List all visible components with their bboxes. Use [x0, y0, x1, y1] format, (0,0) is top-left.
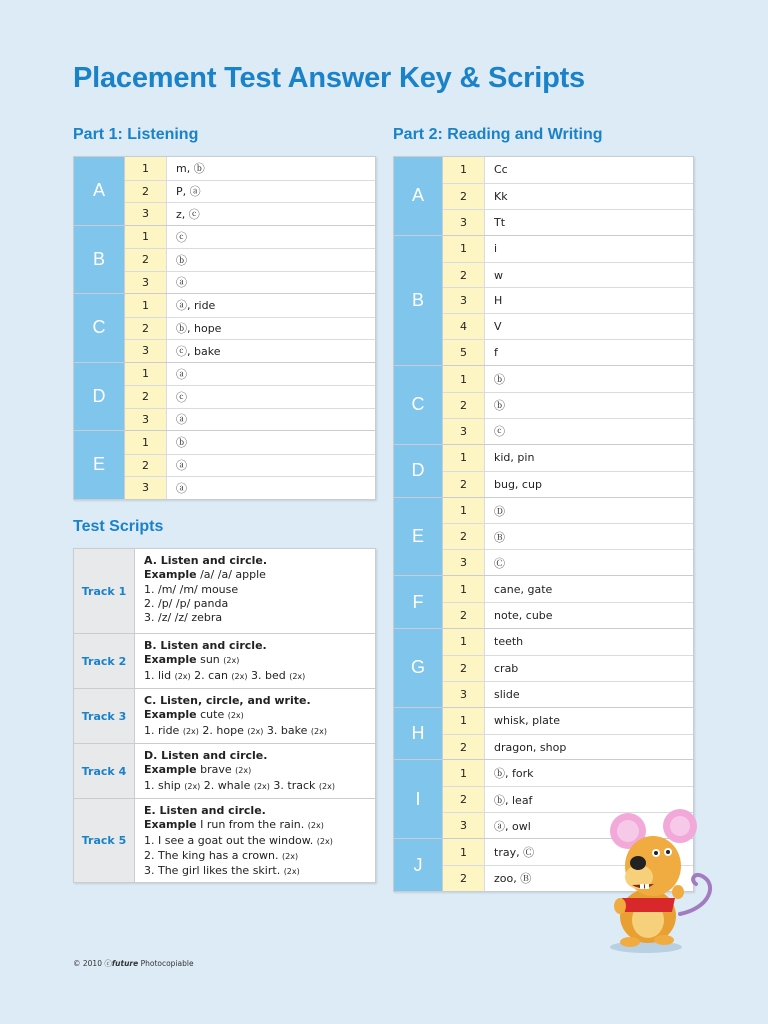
answer-cell: ⓑ, fork: [494, 767, 534, 781]
question-number: 1: [443, 157, 485, 183]
part2-group-c: [394, 365, 693, 444]
question-number: 3: [125, 477, 167, 499]
question-number: 3: [443, 550, 485, 575]
answer-cell: ⓒ: [176, 230, 187, 244]
answer-row: [125, 180, 375, 203]
part2-group-g: [394, 628, 693, 707]
answer-cell: crab: [494, 661, 519, 675]
section-letter: B: [74, 226, 125, 294]
answer-cell: teeth: [494, 635, 524, 649]
answer-row: [443, 681, 693, 707]
question-number: 2: [125, 386, 167, 408]
script-example-line: Example /a/ /a/ apple: [144, 568, 266, 582]
part2-group-h: [394, 707, 693, 760]
answer-row: [443, 471, 693, 497]
track-script: [135, 689, 375, 743]
answer-cell: Ⓑ: [494, 530, 505, 544]
question-number: 1: [443, 445, 485, 471]
question-number: 2: [125, 318, 167, 340]
question-number: 3: [443, 419, 485, 444]
track-script: [135, 634, 375, 688]
answer-row: [443, 549, 693, 575]
publisher-name: future: [111, 959, 139, 968]
script-example-line: Example brave (2x): [144, 763, 252, 777]
answer-cell: z, ⓒ: [176, 207, 200, 221]
section-letter: E: [74, 431, 125, 499]
answer-cell: Kk: [494, 189, 508, 203]
answer-row: [125, 476, 375, 499]
question-number: 2: [443, 603, 485, 628]
question-number: 2: [125, 249, 167, 271]
answer-cell: dragon, shop: [494, 740, 567, 754]
answer-row: [125, 385, 375, 408]
question-number: 1: [443, 708, 485, 734]
part1-group-b: [74, 225, 375, 294]
part1-group-a: [74, 157, 375, 225]
section-letter: A: [394, 157, 443, 235]
track-script: [135, 549, 375, 633]
answer-cell: m, ⓑ: [176, 162, 205, 176]
answer-row: [125, 454, 375, 477]
answer-row: [443, 157, 693, 183]
answer-cell: ⓐ, ride: [176, 299, 216, 313]
answer-cell: cane, gate: [494, 582, 553, 596]
answer-row: [125, 317, 375, 340]
question-number: 2: [443, 184, 485, 209]
answer-row: [443, 523, 693, 549]
question-number: 2: [125, 455, 167, 477]
track-row: [74, 633, 375, 688]
question-number: 3: [443, 682, 485, 707]
answer-cell: Cc: [494, 163, 508, 177]
question-number: 1: [443, 366, 485, 392]
answer-cell: tray, Ⓒ: [494, 846, 535, 860]
part2-group-b: [394, 235, 693, 365]
answer-row: [443, 760, 693, 786]
answer-cell: V: [494, 320, 502, 334]
section-letter: D: [394, 445, 443, 497]
track-label: Track 3: [74, 689, 135, 743]
answer-row: [443, 655, 693, 681]
answer-row: [443, 708, 693, 734]
publisher-logo: [104, 959, 140, 968]
script-heading: A. Listen and circle.: [144, 554, 268, 567]
question-number: 1: [125, 294, 167, 317]
publisher-logo-icon: ⓒ: [104, 959, 112, 968]
test-scripts-table: [73, 548, 376, 883]
answer-cell: ⓑ, leaf: [494, 793, 533, 807]
script-example-line: Example cute (2x): [144, 708, 244, 722]
script-example-line: Example I run from the rain. (2x): [144, 818, 324, 832]
track-script: [135, 799, 375, 882]
track-row: [74, 798, 375, 882]
answer-cell: w: [494, 268, 503, 282]
answer-cell: ⓑ: [494, 399, 505, 413]
answer-cell: ⓒ: [494, 425, 505, 439]
section-letter: I: [394, 760, 443, 838]
part2-group-f: [394, 575, 693, 628]
answer-row: [443, 209, 693, 235]
answer-cell: ⓐ: [176, 459, 187, 473]
listening-answer-table: [73, 156, 376, 500]
question-number: 1: [125, 431, 167, 454]
answer-row: [443, 734, 693, 760]
answer-row: [443, 313, 693, 339]
test-scripts-heading: Test Scripts: [73, 518, 164, 535]
script-heading: D. Listen and circle.: [144, 749, 268, 762]
script-line: 1. ship (2x) 2. whale (2x) 3. track (2x): [144, 778, 335, 792]
track-row: [74, 688, 375, 743]
question-number: 2: [125, 181, 167, 203]
part1-group-c: [74, 293, 375, 362]
answer-cell: H: [494, 294, 503, 308]
script-line: 1. lid (2x) 2. can (2x) 3. bed (2x): [144, 668, 306, 682]
question-number: 3: [125, 409, 167, 431]
footer: [73, 958, 194, 969]
answer-row: [443, 366, 693, 392]
question-number: 3: [125, 340, 167, 362]
question-number: 1: [443, 236, 485, 262]
answer-row: [443, 445, 693, 471]
section-letter: H: [394, 708, 443, 760]
mouse-mascot-illustration: [598, 806, 728, 956]
answer-cell: ⓒ: [176, 390, 187, 404]
answer-row: [125, 157, 375, 180]
section-letter: D: [74, 363, 125, 431]
answer-row: [125, 431, 375, 454]
question-number: 2: [443, 393, 485, 418]
answer-cell: ⓑ, hope: [176, 322, 222, 336]
section-letter: C: [394, 366, 443, 444]
answer-row: [443, 236, 693, 262]
answer-cell: ⓑ: [176, 253, 187, 267]
answer-row: [125, 363, 375, 386]
section-letter: G: [394, 629, 443, 707]
question-number: 2: [443, 524, 485, 549]
answer-row: [443, 498, 693, 524]
answer-row: [125, 271, 375, 294]
question-number: 4: [443, 314, 485, 339]
answer-cell: bug, cup: [494, 477, 542, 491]
part1-heading: Part 1: Listening: [73, 126, 199, 143]
answer-cell: ⓑ: [176, 436, 187, 450]
section-letter: J: [394, 839, 443, 891]
part2-heading: Part 2: Reading and Writing: [393, 126, 603, 143]
answer-cell: slide: [494, 687, 520, 701]
track-row: [74, 743, 375, 798]
script-line: 1. ride (2x) 2. hope (2x) 3. bake (2x): [144, 723, 327, 737]
answer-cell: note, cube: [494, 609, 553, 623]
question-number: 2: [443, 263, 485, 288]
answer-cell: ⓐ: [176, 413, 187, 427]
part2-group-a: [394, 157, 693, 235]
part2-group-e: [394, 497, 693, 576]
answer-cell: ⓐ: [176, 367, 187, 381]
question-number: 2: [443, 472, 485, 497]
question-number: 3: [125, 203, 167, 225]
script-line: 2. The king has a crown. (2x): [144, 848, 299, 862]
question-number: 1: [443, 839, 485, 865]
script-line: 3. /z/ /z/ zebra: [144, 611, 223, 625]
answer-row: [443, 418, 693, 444]
answer-cell: Ⓒ: [494, 556, 505, 570]
answer-row: [125, 294, 375, 317]
question-number: 3: [125, 272, 167, 294]
answer-cell: i: [494, 242, 498, 256]
question-number: 1: [443, 629, 485, 655]
answer-row: [125, 226, 375, 249]
answer-cell: ⓐ, owl: [494, 819, 531, 833]
question-number: 1: [443, 498, 485, 524]
copyright-text: © 2010: [73, 959, 102, 968]
script-example-line: Example sun (2x): [144, 653, 240, 667]
answer-cell: ⓐ: [176, 276, 187, 290]
script-line: 1. /m/ /m/ mouse: [144, 582, 239, 596]
question-number: 2: [443, 735, 485, 760]
answer-row: [125, 408, 375, 431]
answer-row: [443, 629, 693, 655]
track-script: [135, 744, 375, 798]
answer-cell: Ⓓ: [494, 504, 505, 518]
photocopiable-note: Photocopiable: [140, 959, 194, 968]
answer-cell: zoo, Ⓑ: [494, 872, 532, 886]
answer-row: [125, 339, 375, 362]
section-letter: B: [394, 236, 443, 365]
answer-row: [443, 183, 693, 209]
script-heading: E. Listen and circle.: [144, 804, 266, 817]
answer-cell: Tt: [494, 215, 506, 229]
answer-cell: ⓐ: [176, 481, 187, 495]
answer-cell: kid, pin: [494, 451, 535, 465]
script-line: 2. /p/ /p/ panda: [144, 596, 229, 610]
question-number: 1: [125, 226, 167, 249]
answer-cell: ⓑ: [494, 373, 505, 387]
question-number: 1: [125, 157, 167, 180]
script-line: 1. I see a goat out the window. (2x): [144, 833, 333, 847]
script-heading: C. Listen, circle, and write.: [144, 694, 311, 707]
section-letter: E: [394, 498, 443, 576]
part2-group-d: [394, 444, 693, 497]
question-number: 3: [443, 210, 485, 235]
answer-cell: P, ⓐ: [176, 185, 201, 199]
reading-writing-answer-table: [393, 156, 694, 892]
answer-row: [443, 339, 693, 365]
question-number: 1: [125, 363, 167, 386]
question-number: 3: [443, 813, 485, 838]
script-line: 3. The girl likes the skirt. (2x): [144, 864, 300, 878]
answer-row: [443, 287, 693, 313]
script-heading: B. Listen and circle.: [144, 639, 267, 652]
answer-row: [125, 202, 375, 225]
answer-row: [443, 576, 693, 602]
answer-cell: f: [494, 346, 498, 360]
question-number: 2: [443, 787, 485, 812]
track-label: Track 1: [74, 549, 135, 633]
part1-group-d: [74, 362, 375, 431]
page-title: Placement Test Answer Key & Scripts: [73, 62, 585, 94]
question-number: 2: [443, 656, 485, 681]
track-label: Track 5: [74, 799, 135, 882]
section-letter: A: [74, 157, 125, 225]
part1-group-e: [74, 430, 375, 499]
question-number: 1: [443, 576, 485, 602]
track-label: Track 4: [74, 744, 135, 798]
answer-cell: whisk, plate: [494, 714, 560, 728]
question-number: 3: [443, 288, 485, 313]
answer-row: [443, 392, 693, 418]
track-row: [74, 549, 375, 633]
answer-cell: ⓒ, bake: [176, 344, 221, 358]
answer-row: [443, 602, 693, 628]
question-number: 2: [443, 866, 485, 891]
section-letter: C: [74, 294, 125, 362]
answer-row: [125, 248, 375, 271]
question-number: 1: [443, 760, 485, 786]
track-label: Track 2: [74, 634, 135, 688]
section-letter: F: [394, 576, 443, 628]
question-number: 5: [443, 340, 485, 365]
answer-row: [443, 262, 693, 288]
